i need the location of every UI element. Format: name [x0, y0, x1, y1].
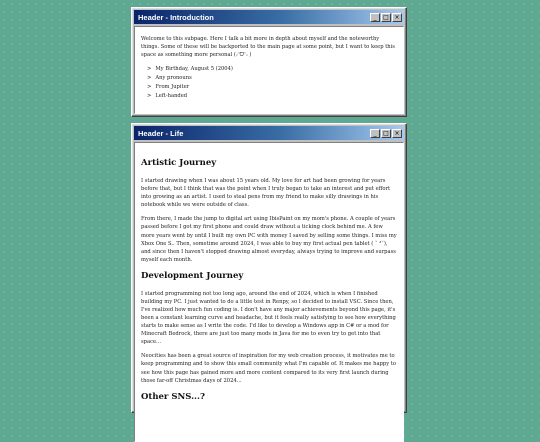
list-item-text: My Birthday, August 5 (2004) [155, 66, 233, 73]
development-paragraph-2: Neocities has been a great source of inspiration for my web creation process, it motivates me to keep programming and to show this small community what I'm capable of. It makes me happy to see how this page has gained more and more content compared to its very first launch during those far-off Christmas days of 2024... [141, 353, 396, 384]
close-button[interactable]: × [392, 13, 402, 22]
section-heading-development: Development Journey [141, 270, 244, 281]
maximize-button[interactable]: □ [381, 129, 391, 138]
life-content [134, 142, 404, 442]
window-title: Header - Life [138, 128, 184, 138]
section-heading-artistic: Artistic Journey [141, 158, 217, 168]
list-item-text: Any pronouns [155, 75, 192, 82]
development-paragraph-1: I started programming not too long ago, around the end of 2024, which is when I finished building my PC. I just wanted to do a little test in Renpy, so I decided to install VSC. Since then, I've realized how much fun coding is. I don't have any major achievements beyond this page, it's been a constant learning curve and headache, but it feels really satisfying to see how everything starts to make sense as I write the code. I'd like to develop a Windows app in C# or a mod for Minecraft Bedrock, there are just too many mods in Java for me to even try to get into that space... [141, 290, 396, 346]
window-title: Header - Introduction [138, 12, 214, 22]
life-titlebar[interactable] [134, 126, 404, 140]
list-item [147, 83, 397, 91]
list-item [147, 74, 397, 82]
artistic-paragraph-1: I started drawing when I was about 15 years old. My love for art had been growing for years before that, but I think that was the point when I truly began to take an interest and put effort into growing as an artist. I used to steal pens from my friend to make silly drawings in his notebook while we were outside of class. [141, 178, 391, 209]
list-item-text: Left-handed [155, 93, 188, 100]
arrow-marker: > [147, 66, 152, 73]
minimize-button[interactable]: _ [370, 129, 380, 138]
maximize-button[interactable]: □ [381, 13, 391, 22]
introduction-content [134, 26, 404, 114]
list-item-text: From Jupiter [155, 84, 190, 91]
minimize-button[interactable]: _ [370, 13, 380, 22]
arrow-marker: > [147, 93, 152, 100]
about-list [147, 65, 397, 100]
introduction-window [131, 7, 407, 117]
arrow-marker: > [147, 75, 152, 82]
list-item [147, 92, 397, 100]
artistic-paragraph-2: From there, I made the jump to digital art using IbisPaint on my mom's phone. A couple of years passed before I got my first phone and could draw without a ticking clock behind me. A few more years went by until I built my own PC with money I saved by selling some things. I miss my Xbox One S.. Then, sometime around 2024, I was able to buy my first actual pen tablet ( ˘ ³˘), and since then I haven't stopped drawing almost everyday, always trying to improve and surpass myself each month. [141, 216, 397, 263]
section-heading-sns: Other SNS...? [141, 391, 205, 402]
close-button[interactable]: × [392, 129, 402, 138]
intro-paragraph: Welcome to this subpage. Here I talk a bit more in depth about myself and the noteworthy things. Some of these will be backported to the main page at some point, but I want to keep this space as something more personal (˶ᵔᗜᵔ˶ ) [141, 36, 395, 59]
list-item [147, 65, 397, 73]
life-window [131, 123, 407, 413]
arrow-marker: > [147, 84, 152, 91]
introduction-titlebar[interactable] [134, 10, 404, 24]
